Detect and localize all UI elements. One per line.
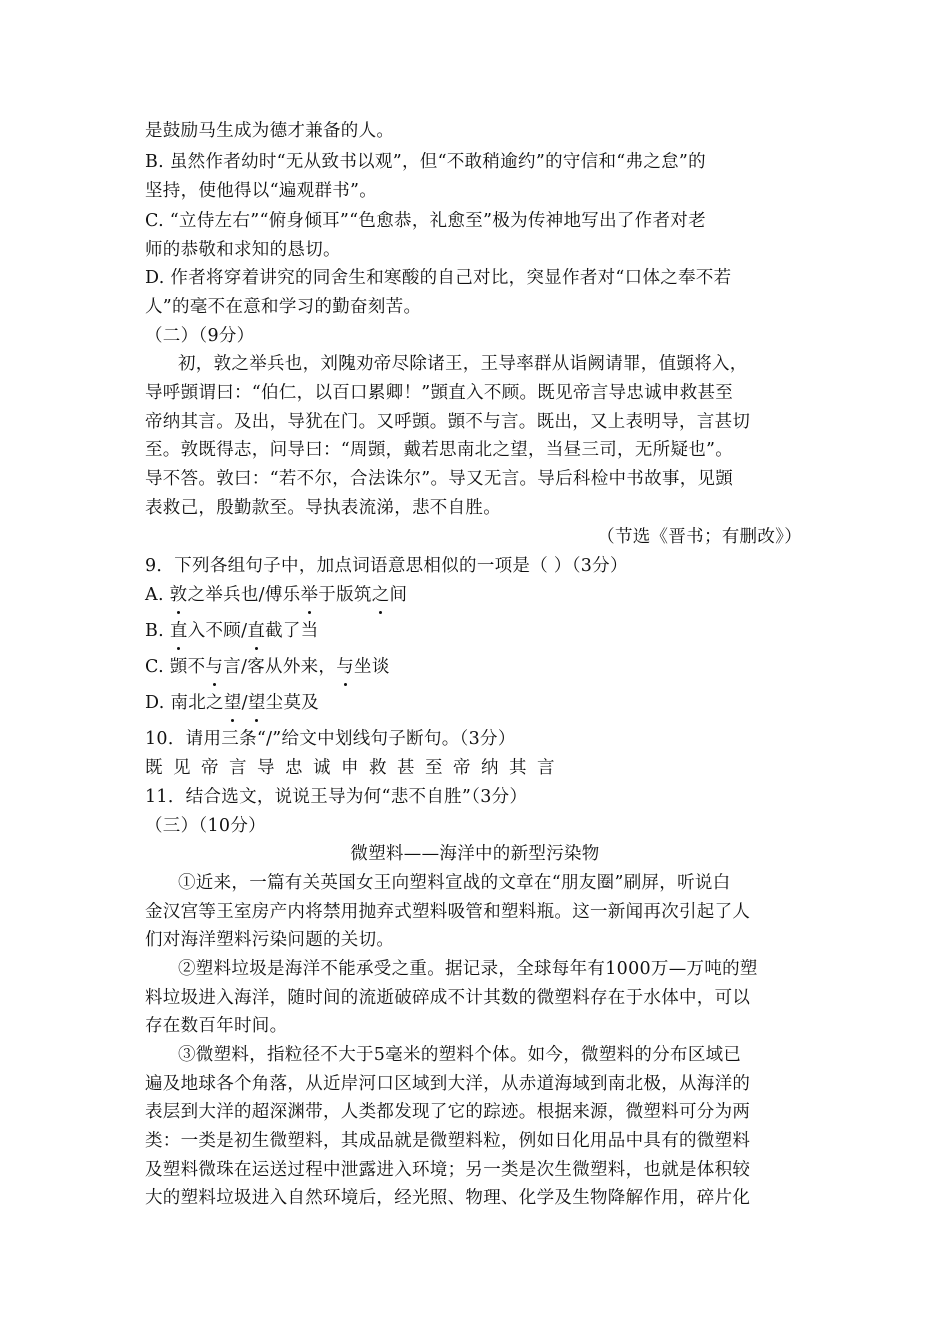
option-text: 尘莫及 bbox=[265, 693, 320, 713]
source-citation: （节选《晋书；有删改》） bbox=[597, 527, 802, 547]
option-text: 与 bbox=[336, 657, 355, 677]
article-line: 表层到大洋的超深渊带，人类都发现了它的踪迹。根据来源，微塑料可分为两 bbox=[145, 1102, 751, 1122]
option-text: / bbox=[241, 693, 248, 713]
option-c-line-2: 师的恭敬和求知的恳切。 bbox=[145, 240, 341, 260]
article-line: 们对海洋塑料污染问题的关切。 bbox=[145, 930, 395, 950]
article-line: 金汉宫等王室房产内将禁用抛弃式塑料吸管和塑料瓶。这一新闻再次引起了人 bbox=[145, 902, 751, 922]
passage-line: 表救己，殷勤款至。导执表流涕，悲不自胜。 bbox=[145, 498, 501, 518]
passage-line: 导不答。敦曰：“若不尔，合法诛尔”。导又无言。导后科检中书故事，见顗 bbox=[145, 469, 734, 489]
q9-option-a: A. 敦之举兵也/傅乐举于版筑之间 bbox=[145, 585, 408, 605]
option-b-line-2: 坚持，使他得以“遍观群书”。 bbox=[145, 181, 378, 201]
passage-line: 帝纳其言。及出，导犹在门。又呼顗。顗不与言。既出，又上表明导，言甚切 bbox=[145, 412, 751, 432]
option-text: 直 bbox=[169, 621, 188, 641]
q9-option-b: B. 直入不顾/直截了当 bbox=[145, 621, 319, 641]
option-text: 与 bbox=[205, 657, 224, 677]
article-line: 料垃圾进入海洋，随时间的流逝破碎成不计其数的微塑料存在于水体中，可以 bbox=[145, 988, 751, 1008]
q9-option-c: C. 顗不与言/客从外来，与坐谈 bbox=[145, 657, 390, 677]
passage-line: 导呼顗谓曰：“伯仁，以百口累卿！”顗直入不顾。既见帝言导忠诚申救甚至 bbox=[145, 383, 734, 403]
option-text: 之举兵也/傅乐 bbox=[187, 585, 301, 605]
option-b-line-1: B. 虽然作者幼时“无从致书以观”，但“不敢稍逾约”的守信和“弗之怠”的 bbox=[145, 152, 706, 172]
option-text: 截了当 bbox=[265, 621, 319, 641]
passage-line: 至。敦既得志，问导曰：“周顗，戴若思南北之望，当昼三司，无所疑也”。 bbox=[145, 440, 734, 460]
option-text: 坐谈 bbox=[354, 657, 390, 677]
section-two-heading: （二）（9分） bbox=[145, 326, 255, 346]
option-text: 直 bbox=[247, 621, 266, 641]
question-11: 11．结合选文，说说王导为何“悲不自胜”（3分） bbox=[145, 787, 528, 807]
option-d-line-2: 人”的毫不在意和学习的勤奋刻苦。 bbox=[145, 297, 422, 317]
option-text: 南北之 bbox=[170, 693, 224, 713]
article-line: ③微塑料，指粒径不大于5毫米的塑料个体。如今，微塑料的分布区域已 bbox=[178, 1045, 742, 1065]
option-text: 举 bbox=[300, 585, 319, 605]
option-text: 于版筑 bbox=[318, 585, 372, 605]
option-text: 言/客从外来， bbox=[223, 657, 337, 677]
article-line: 类：一类是初生微塑料，其成品就是微塑料粒，例如日化用品中具有的微塑料 bbox=[145, 1131, 751, 1151]
question-9: 9．下列各组句子中，加点词语意思相似的一项是（ ）（3分） bbox=[145, 556, 628, 576]
article-line: 大的塑料垃圾进入自然环境后，经光照、物理、化学及生物降解作用，碎片化 bbox=[145, 1188, 751, 1208]
article-line: ①近来，一篇有关英国女王向塑料宣战的文章在“朋友圈”刷屏，听说白 bbox=[178, 873, 731, 893]
passage-line: 初，敦之举兵也，刘隗劝帝尽除诸王，王导率群从诣阙请罪，值顗将入， bbox=[178, 354, 748, 374]
article-title: 微塑料——海洋中的新型污染物 bbox=[350, 844, 600, 864]
option-text: 顗不 bbox=[169, 657, 206, 677]
option-c-line-1: C. “立侍左右”“俯身倾耳”“色愈恭，礼愈至”极为传神地写出了作者对老 bbox=[145, 211, 706, 231]
option-text: 望 bbox=[223, 693, 242, 713]
article-line: ②塑料垃圾是海洋不能承受之重。据记录，全球每年有1000万—万吨的塑 bbox=[178, 959, 758, 979]
option-text: 敦 bbox=[169, 585, 188, 605]
q9-option-d: D. 南北之望/望尘莫及 bbox=[145, 693, 320, 713]
option-text: 入不顾/ bbox=[187, 621, 248, 641]
option-text: 间 bbox=[389, 585, 408, 605]
section-three-heading: （三）（10分） bbox=[145, 816, 266, 836]
article-line: 遍及地球各个角落，从近岸河口区域到大洋，从赤道海域到南北极，从海洋的 bbox=[145, 1074, 751, 1094]
option-text: 望 bbox=[247, 693, 266, 713]
article-line: 存在数百年时间。 bbox=[145, 1016, 288, 1036]
option-d-line-1: D. 作者将穿着讲究的同舍生和寒酸的自己对比，突显作者对“口体之奉不若 bbox=[145, 268, 732, 288]
question-10: 10．请用三条“/”给文中划线句子断句。（3分） bbox=[145, 729, 516, 749]
sentence-to-punctuate: 既见帝言导忠诚申救甚至帝纳其言 bbox=[145, 758, 565, 778]
text-line: 是鼓励马生成为德才兼备的人。 bbox=[145, 121, 395, 141]
article-line: 及塑料微珠在运送过程中泄露进入环境；另一类是次生微塑料，也就是体积较 bbox=[145, 1160, 751, 1180]
option-text: 之 bbox=[371, 585, 390, 605]
